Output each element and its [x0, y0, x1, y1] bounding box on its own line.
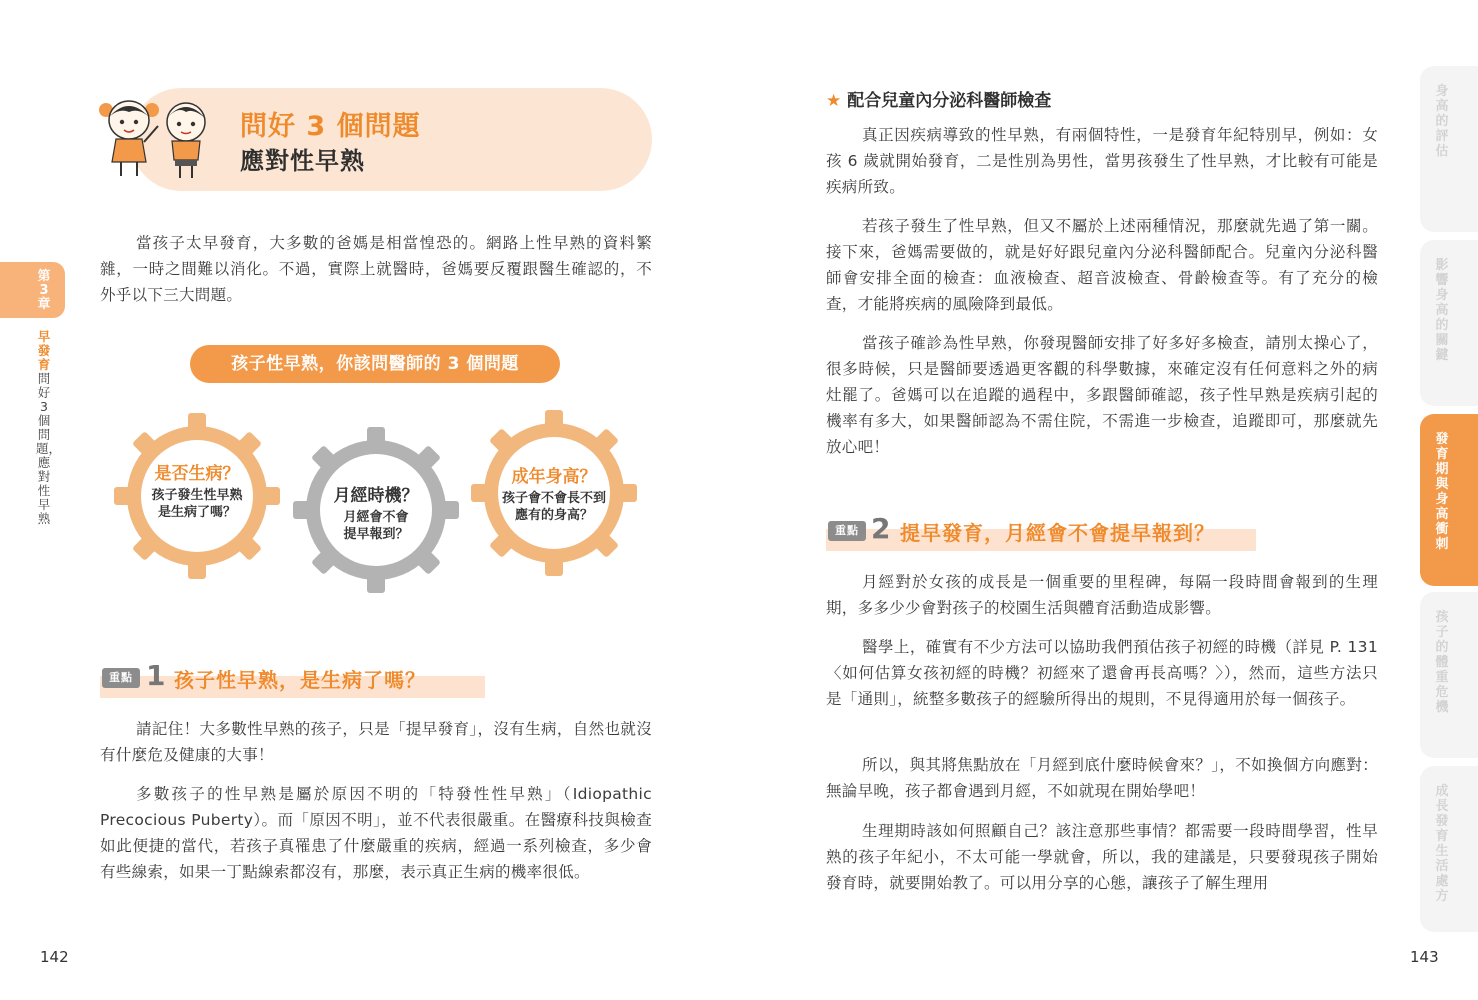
point-1-badge: 重點 — [102, 668, 140, 688]
right-paragraph-3: 當孩子確診為性早熟，你發現醫師安排了好多好多檢查，請別太操心了，很多時候，只是醫師要透過更客觀的科學數據，來確定沒有任何意料之外的病灶罷了。爸媽可以在追蹤的過程中，多跟醫師確認，孩子性早熟是疾病引起的機率有多大，如果醫師認為不需住院，不需進一步檢查，追蹤即可，那麼就先放心吧！ — [826, 334, 1378, 456]
side-tab-height-assessment[interactable] — [1420, 66, 1478, 232]
chapter-tab — [0, 262, 65, 318]
questions-pill: 孩子性早熟，你該問醫師的 3 個問題 — [190, 345, 560, 383]
side-tab-label: 孩子的體重危機 — [1435, 610, 1449, 715]
side-tab-label: 影響身高的關鍵 — [1435, 258, 1449, 363]
gear-1-title: 是否生病？ — [154, 464, 240, 484]
gear-2-line2: 提早報到？ — [343, 527, 409, 542]
side-tab-label: 身高的評估 — [1435, 84, 1449, 159]
right-paragraph-1: 真正因疾病導致的性早熟，有兩個特性，一是發育年紀特別早，例如：女孩 6 歲就開始發育，二是性別為男性，當男孩發生了性早熟，才比較有可能是疾病所致。 — [826, 126, 1378, 196]
left-paragraph-1: 請記住！大多數性早熟的孩子，只是「提早發育」，沒有生病，自然也就沒有什麼危及健康的大事！ — [100, 720, 652, 764]
gear-question-1 — [112, 411, 282, 581]
page-number-right: 143 — [1410, 948, 1439, 966]
right-paragraph-4: 月經對於女孩的成長是一個重要的里程碑，每隔一段時間會報到的生理期，多多少少會對孩子的校園生活與體育活動造成影響。 — [826, 573, 1378, 617]
banner-subtitle: 應對性早熟 — [240, 147, 365, 175]
page-number-left: 142 — [40, 948, 69, 966]
side-tab-growth-prescription[interactable] — [1420, 766, 1478, 932]
gear-2-title: 月經時機？ — [333, 486, 419, 506]
gear-question-3 — [469, 408, 639, 578]
boy-cartoon-icon — [167, 103, 205, 178]
chapter-running-title-rest: 問好3個問題，應對性早熟 — [36, 371, 62, 526]
right-paragraph-5: 醫學上，確實有不少方法可以協助我們預估孩子初經的時機（詳見 P. 131〈如何估算女孩初經的時機？初經來了還會再長高嗎？〉），然而，這些方法只是「通則」，統整多數孩子的經驗所得出的規則，不見得適用於每一個孩子。 — [826, 638, 1378, 708]
side-tab-label: 發育期與身高衝刺 — [1435, 432, 1449, 552]
right-paragraph-6: 所以，與其將焦點放在「月經到底什麼時候會來？」，不如換個方向應對：無論早晚，孩子都會遇到月經，不如就現在開始學吧！ — [826, 756, 1378, 800]
gear-question-2 — [291, 425, 461, 595]
point-1-number: 1 — [146, 659, 166, 692]
right-paragraph-7: 生理期時該如何照顧自己？該注意那些事情？都需要一段時間學習，性早熟的孩子年紀小，不太可能一學就會，所以，我的建議是，只要發現孩子開始發育時，就要開始教了。可以用分享的心態，讓孩子了解生理用 — [826, 822, 1378, 892]
gear-3-line1: 孩子會不會長不到 — [501, 491, 606, 506]
side-tab-puberty-growth[interactable] — [1420, 414, 1478, 586]
point-2-title: 提早發育，月經會不會提早報到？ — [900, 521, 1215, 545]
gear-2-line1: 月經會不會 — [343, 510, 409, 525]
side-tab-label: 成長發育生活處方 — [1435, 784, 1449, 904]
point-2-number: 2 — [871, 512, 891, 545]
chapter-tab-label: 第3章 — [37, 269, 51, 312]
kids-illustration — [98, 96, 218, 182]
intro-paragraph: 當孩子太早發育，大多數的爸媽是相當惶恐的。網路上性早熟的資料繁雜，一時之間難以消化。不過，實際上就醫時，爸媽要反覆跟醫生確認的，不外乎以下三大問題。 — [100, 234, 652, 304]
banner-title: 問好 3 個問題 — [240, 111, 421, 142]
gear-3-title: 成年身高？ — [511, 467, 597, 487]
chapter-running-title — [36, 329, 62, 526]
gear-1-line2: 是生病了嗎？ — [157, 505, 236, 520]
point-1-title: 孩子性早熟，是生病了嗎？ — [174, 668, 426, 692]
gear-1-line1: 孩子發生性早熟 — [151, 488, 243, 503]
side-tab-height-factors[interactable] — [1420, 240, 1478, 406]
star-heading — [826, 86, 1051, 111]
chapter-running-title-orange: 早發育 — [37, 329, 51, 372]
left-paragraph-2: 多數孩子的性早熟是屬於原因不明的「特發性性早熟」（Idiopathic Precocious Puberty）。而「原因不明」，並不代表很嚴重。在醫療科技與檢查如此便捷的當代，若孩子真罹患了什麼嚴重的疾病，經過一系列檢查，多少會有些線索，如果一丁點線索都沒有，那麼，表示真正生病的機率很低。 — [100, 785, 652, 881]
star-heading-text: 配合兒童內分泌科醫師檢查 — [847, 91, 1052, 111]
right-paragraph-2: 若孩子發生了性早熟，但又不屬於上述兩種情況，那麼就先過了第一關。接下來，爸媽需要做的，就是好好跟兒童內分泌科醫師配合。兒童內分泌科醫師會安排全面的檢查：血液檢查、超音波檢查、骨齡檢查等。有了充分的檢查，才能將疾病的風險降到最低。 — [826, 217, 1378, 313]
gear-3-line2: 應有的身高？ — [514, 508, 593, 523]
point-2-badge: 重點 — [828, 521, 866, 541]
girl-cartoon-icon — [99, 101, 159, 176]
star-icon: ★ — [826, 91, 842, 111]
side-tab-weight-crisis[interactable] — [1420, 592, 1478, 758]
